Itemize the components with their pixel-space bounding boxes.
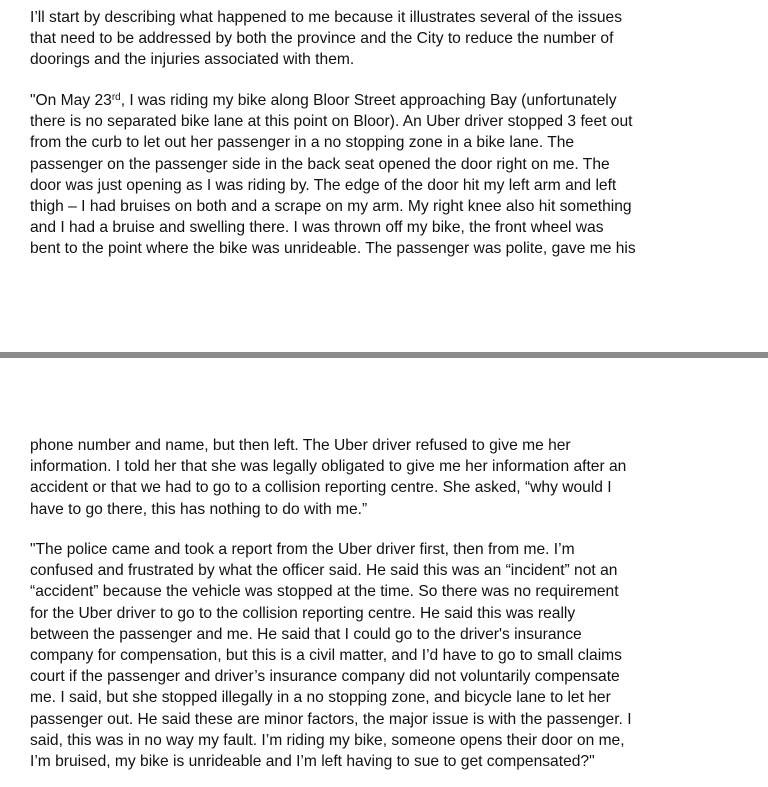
paragraph-line: have to go there, this has nothing to do with me.”: [30, 500, 368, 518]
document-page-2: [0, 358, 768, 787]
paragraph-line: for the Uber driver to go to the collision reporting centre. He said this was really: [30, 604, 576, 622]
paragraph-line: information. I told her that she was legally obligated to give me her information after an: [30, 458, 627, 476]
paragraph-line: me. I said, but she stopped illegally in a no stopping zone, and bicycle lane to let her: [30, 689, 611, 707]
paragraph-line: between the passenger and me. He said that I could go to the driver's insurance: [30, 625, 582, 643]
paragraph-line: door was just opening as I was riding by. The edge of the door hit my left arm and left: [30, 176, 617, 194]
paragraph-line: said, this was in no way my fault. I’m riding my bike, someone opens their door on me,: [30, 731, 625, 749]
paragraph-line: phone number and name, but then left. The Uber driver refused to give me her: [30, 437, 571, 454]
incident-quote-paragraph: [30, 90, 742, 260]
continuation-paragraph: [30, 435, 742, 520]
intro-paragraph: [30, 7, 742, 71]
paragraph-line: passenger on the passenger side in the back seat opened the door right on me. The: [30, 155, 610, 173]
paragraph-line: passenger out. He said these are minor factors, the major issue is with the passenger. I: [30, 710, 632, 728]
paragraph-line: that need to be addressed by both the province and the City to reduce the number of: [30, 30, 614, 48]
paragraph-line: I’ll start by describing what happened to me because it illustrates several of the issues: [30, 9, 623, 26]
paragraph-line: thigh – I had bruises on both and a scrape on my arm. My right knee also hit something: [30, 198, 632, 216]
document-page-1: [0, 0, 768, 352]
paragraph-line: and I had a bruise and swelling there. I was thrown off my bike, the front wheel was: [30, 219, 604, 237]
paragraph-line: bent to the point where the bike was unrideable. The passenger was polite, gave me his: [30, 240, 636, 258]
quote-date-text: "On May 23: [30, 92, 112, 109]
paragraph-line: court if the passenger and driver’s insurance company did not voluntarily compensate: [30, 668, 620, 686]
paragraph-line: confused and frustrated by what the officer said. He said this was an “incident” not an: [30, 562, 618, 580]
paragraph-line: there is no separated bike lane at this point on Bloor). An Uber driver stopped 3 feet out: [30, 113, 633, 131]
paragraph-line: doorings and the injuries associated with them.: [30, 51, 355, 69]
paragraph-line: "The police came and took a report from the Uber driver first, then from me. I’m: [30, 541, 575, 558]
police-paragraph: [30, 539, 742, 772]
paragraph-line: I’m bruised, my bike is unrideable and I’m left having to sue to get compensated?": [30, 753, 595, 771]
quote-line-rest: , I was riding my bike along Bloor Street approaching Bay (unfortunately: [120, 92, 617, 109]
paragraph-line: accident or that we had to go to a collision reporting centre. She asked, “why would I: [30, 479, 612, 497]
paragraph-line: from the curb to let out her passenger in a no stopping zone in a bike lane. The: [30, 134, 575, 152]
paragraph-line: “accident” because the vehicle was stopped at the time. So there was no requirement: [30, 583, 619, 601]
paragraph-line: company for compensation, but this is a civil matter, and I’d have to go to small claims: [30, 647, 622, 665]
ordinal-suffix: rd: [111, 92, 121, 103]
paragraph-line: [30, 90, 742, 111]
